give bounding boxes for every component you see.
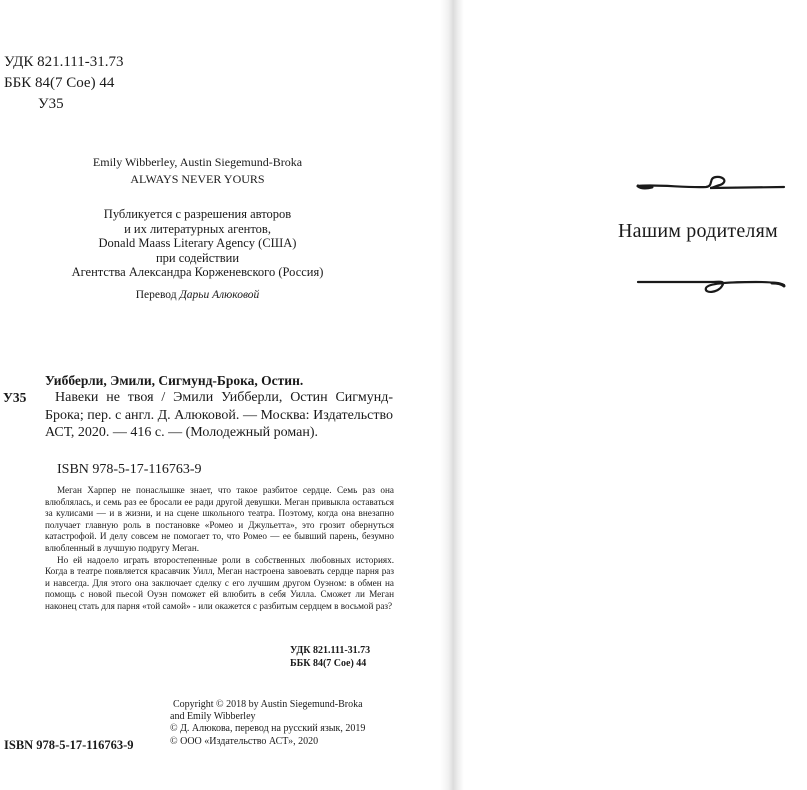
rights-line: Donald Maass Literary Agency (США) <box>98 236 297 250</box>
catalog-entry-code: У35 <box>3 390 27 405</box>
rights-line: Агентства Александра Корженевского (Россия) <box>71 265 324 279</box>
dedication-text: Нашим родителям <box>618 220 778 242</box>
catalog-entry-heading: Уибберли, Эмили, Сигмунд-Брока, Остин. <box>45 373 304 388</box>
original-authors: Emily Wibberley, Austin Siegemund-Broka <box>92 155 303 169</box>
original-edition <box>0 154 395 188</box>
rights-line: Публикуется с разрешения авторов <box>103 207 292 221</box>
original-title: ALWAYS NEVER YOURS <box>130 172 265 186</box>
translator-name: Дарьи Алюковой <box>179 289 260 301</box>
book-annotation <box>45 485 394 613</box>
book-gutter <box>440 0 464 790</box>
bbk-code: ББК 84(7 Сое) 44 <box>290 657 367 669</box>
isbn-bottom: ISBN 978-5-17-116763-9 <box>4 738 134 752</box>
annotation-paragraph: Меган Харпер не понаслышке знает, что такое разбитое сердце. Семь раз она влюблялась, и семь раз ее бросали ее ради другой девушки. Меган привыкла оставаться за кулисами — и в жизни, и на сцене школьного театра. Поэтому, когда она внезапно получает главную роль в постановке «Ромео и Джульетта», это грозит обернуться катастрофой. И делу совсем не помогает то, что Ромео — ее бывший парень, безумно влюбленный в лучшую подругу Меган. <box>45 485 394 553</box>
rights-line: при содействии <box>155 250 240 265</box>
copyright-line: © Д. Алюкова, перевод на русский язык, 2019 <box>170 723 366 735</box>
translator-credit <box>0 289 395 301</box>
catalog-entry-body: Навеки не твоя / Эмили Уибберли, Остин Сигмунд-Брока; пер. с англ. Д. Алюковой. — Москва: Издательство АСТ, 2020. — 416 с. — (Молодежный роман). <box>45 390 393 440</box>
udk-classification-bottom <box>290 645 370 670</box>
copyright-line: Copyright © 2018 by Austin Siegemund-Broka <box>173 699 363 710</box>
rights-notice <box>0 207 395 280</box>
ornament-bottom-icon <box>636 274 786 300</box>
rights-line: и их литературных агентов, <box>124 221 271 236</box>
udk-code: УДК 821.111-31.73 <box>290 645 371 656</box>
right-page <box>464 0 807 790</box>
copyright-line: © ООО «Издательство АСТ», 2020 <box>170 735 319 747</box>
catalog-entry-isbn: ISBN 978-5-17-116763-9 <box>57 462 202 477</box>
copyright-block <box>170 699 365 748</box>
annotation-paragraph: Но ей надоело играть второстепенные роли в собственных любовных историях. Когда в театре появляется красавчик Уилл, Меган настроена завоевать сердце парня раз и навсегда. Для этого она заключает сделку с его лучшим другом Оуэном: в обмен на помощь с новой пьесой Оуэн поможет ей влюбить в себя Уилла. Сможет ли Меган наконец стать для парня «той самой» - или окажется с разбитым сердцем в восьмой раз? <box>45 554 394 611</box>
copyright-line: and Emily Wibberley <box>170 711 256 723</box>
ornament-top-icon <box>636 170 786 194</box>
udk-classification-top <box>4 52 123 115</box>
author-mark: У35 <box>38 96 64 112</box>
bbk-code: ББК 84(7 Сое) 44 <box>4 75 115 91</box>
udk-code: УДК 821.111-31.73 <box>4 54 124 70</box>
translation-prefix: Перевод <box>135 289 177 301</box>
